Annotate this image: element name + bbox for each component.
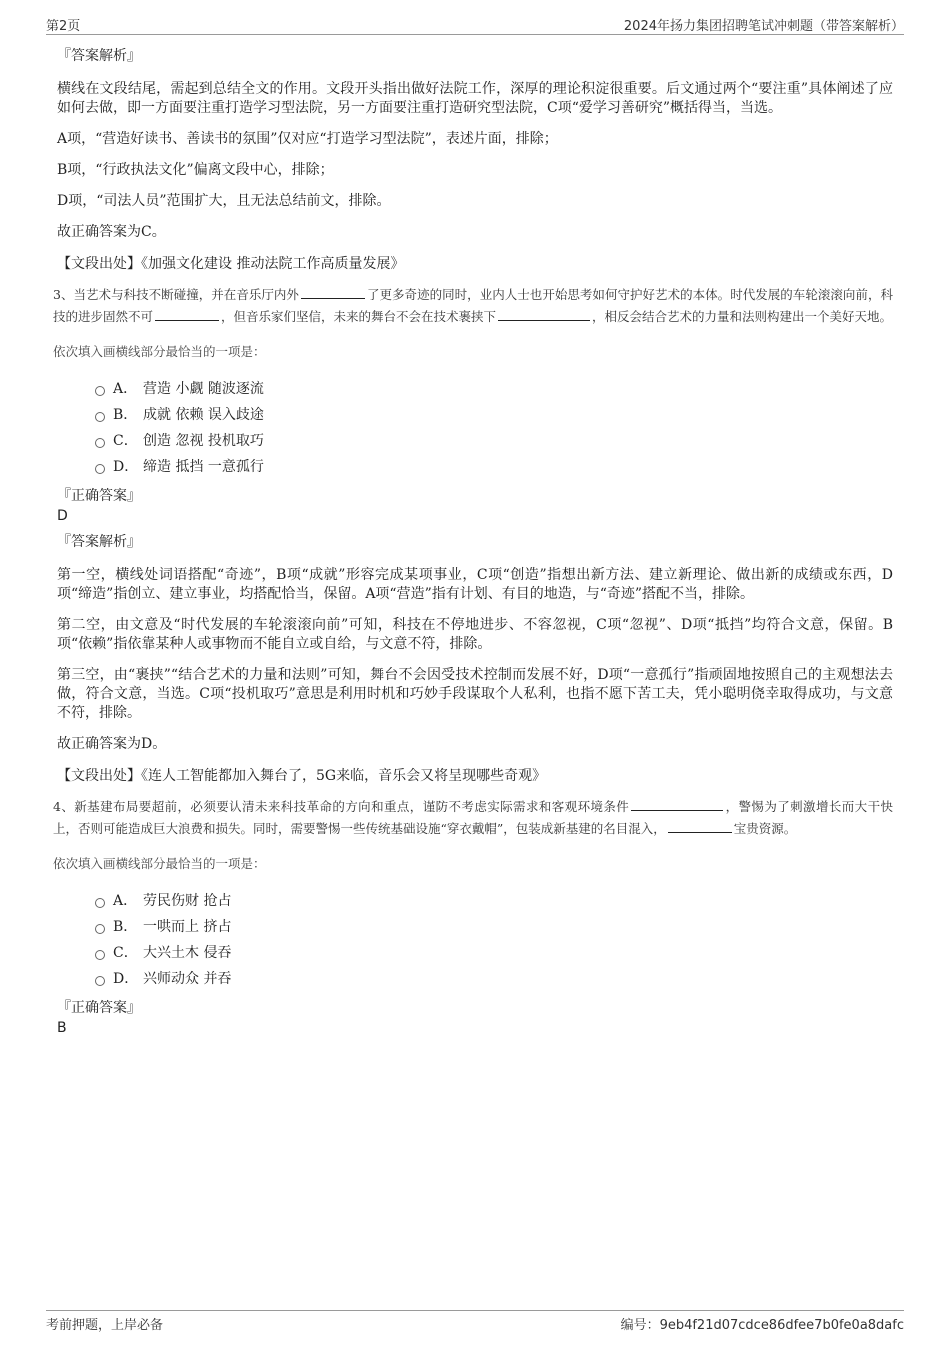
page-footer — [46, 1310, 904, 1333]
question-4-stem: 4、新基建布局要超前，必须要认清未来科技革命的方向和重点，谨防不考虑实际需求和客观环境条件 ，警惕为了刺激增长而大干快上，否则可能造成巨大浪费和损失。同时，需要警惕一些传统基础设施“穿衣戴帽”，包装成新基建的名目混入， 宝贵资源。 — [53, 799, 893, 836]
analysis-paragraph: 横线在文段结尾，需起到总结全文的作用。文段开头指出做好法院工作，深厚的理论积淀很重要。后文通过两个“要注重”具体阐述了应如何去做，即一方面要注重打造学习型法院，另一方面要注重打造研究型法院，C项“爱学习善研究”概括得当，当选。 — [57, 81, 893, 116]
analysis-paragraph: D项，“司法人员”范围扩大，且无法总结前文，排除。 — [57, 193, 391, 209]
fill-blank — [155, 307, 219, 321]
radio-icon[interactable] — [95, 412, 105, 422]
question-instruction: 依次填入画横线部分最恰当的一项是： — [53, 344, 266, 359]
option-c[interactable]: C． 创造 忽视 投机取巧 — [95, 428, 893, 454]
correct-answer-label: 『正确答案』 — [57, 1000, 141, 1016]
answer-analysis-label: 『答案解析』 — [57, 48, 141, 64]
document-title: 2024年扬力集团招聘笔试冲刺题（带答案解析） — [623, 19, 904, 34]
page-content — [53, 46, 893, 1044]
fill-blank — [668, 819, 732, 833]
analysis-paragraph: 第二空，由文意及“时代发展的车轮滚滚向前”可知，科技在不停地进步、不容忽视，C项“忽视”、D项“抵挡”均符合文意，保留。B项“依赖”指依靠某种人或事物而不能自立或自给，与文意不符，排除。 — [57, 617, 893, 652]
radio-icon[interactable] — [95, 976, 105, 986]
question-3-stem: 3、当艺术与科技不断碰撞，并在音乐厅内外 了更多奇迹的同时，业内人士也开始思考如何守护好艺术的本体。时代发展的车轮滚滚向前，科技的进步固然不可 ，但音乐家们坚信，未来的舞台不会在技术裹挟下 ，相反会结合艺术的力量和法则构建出一个美好天地。 — [53, 287, 893, 324]
radio-icon[interactable] — [95, 924, 105, 934]
option-a[interactable]: A． 劳民伤财 抢占 — [95, 888, 893, 914]
correct-answer-value: D — [57, 508, 68, 524]
correct-answer-label: 『正确答案』 — [57, 488, 141, 504]
question-instruction: 依次填入画横线部分最恰当的一项是： — [53, 856, 266, 871]
option-d[interactable]: D． 缔造 抵挡 一意孤行 — [95, 454, 893, 480]
radio-icon[interactable] — [95, 438, 105, 448]
analysis-paragraph: A项，“营造好读书、善读书的氛围”仅对应“打造学习型法院”，表述片面，排除； — [57, 131, 558, 147]
analysis-paragraph: B项，“行政执法文化”偏离文段中心，排除； — [57, 162, 334, 178]
radio-icon[interactable] — [95, 898, 105, 908]
radio-icon[interactable] — [95, 950, 105, 960]
fill-blank — [631, 797, 723, 811]
document-code: 编号：9eb4f21d07cdce86dfee7b0fe0a8dafc — [620, 1318, 904, 1333]
option-d[interactable]: D． 兴师动众 并吞 — [95, 966, 893, 992]
correct-answer-value: B — [57, 1020, 67, 1036]
option-b[interactable]: B． 成就 依赖 误入歧途 — [95, 402, 893, 428]
answer-analysis-label: 『答案解析』 — [57, 534, 141, 550]
passage-source: 【文段出处】《加强文化建设 推动法院工作高质量发展》 — [57, 256, 405, 272]
conclusion: 故正确答案为D。 — [57, 736, 167, 752]
option-c[interactable]: C． 大兴土木 侵吞 — [95, 940, 893, 966]
option-a[interactable]: A． 营造 小觑 随波逐流 — [95, 376, 893, 402]
radio-icon[interactable] — [95, 464, 105, 474]
page-number: 第2页 — [46, 19, 81, 34]
radio-icon[interactable] — [95, 386, 105, 396]
page-header — [46, 14, 904, 35]
analysis-paragraph: 第三空，由“裹挟”“结合艺术的力量和法则”可知，舞台不会因受技术控制而发展不好，D项“一意孤行”指顽固地按照自己的主观想法去做，符合文意，当选。C项“投机取巧”意思是利用时机和巧妙手段谋取个人私利，也指不愿下苦工夫，凭小聪明侥幸取得成功，与文意不符，排除。 — [57, 667, 893, 721]
fill-blank — [498, 307, 590, 321]
option-b[interactable]: B． 一哄而上 挤占 — [95, 914, 893, 940]
footer-slogan: 考前押题，上岸必备 — [46, 1318, 164, 1333]
analysis-paragraph: 第一空，横线处词语搭配“奇迹”，B项“成就”形容完成某项事业，C项“创造”指想出新方法、建立新理论、做出新的成绩或东西，D项“缔造”指创立、建立事业，均搭配恰当，保留。A项“营造”指有计划、有目的地造，与“奇迹”搭配不当，排除。 — [57, 567, 893, 602]
question-4-options — [95, 888, 893, 992]
question-3-options — [95, 376, 893, 480]
passage-source: 【文段出处】《连人工智能都加入舞台了，5G来临，音乐会又将呈现哪些奇观》 — [57, 768, 547, 784]
conclusion: 故正确答案为C。 — [57, 224, 166, 240]
fill-blank — [301, 285, 365, 299]
